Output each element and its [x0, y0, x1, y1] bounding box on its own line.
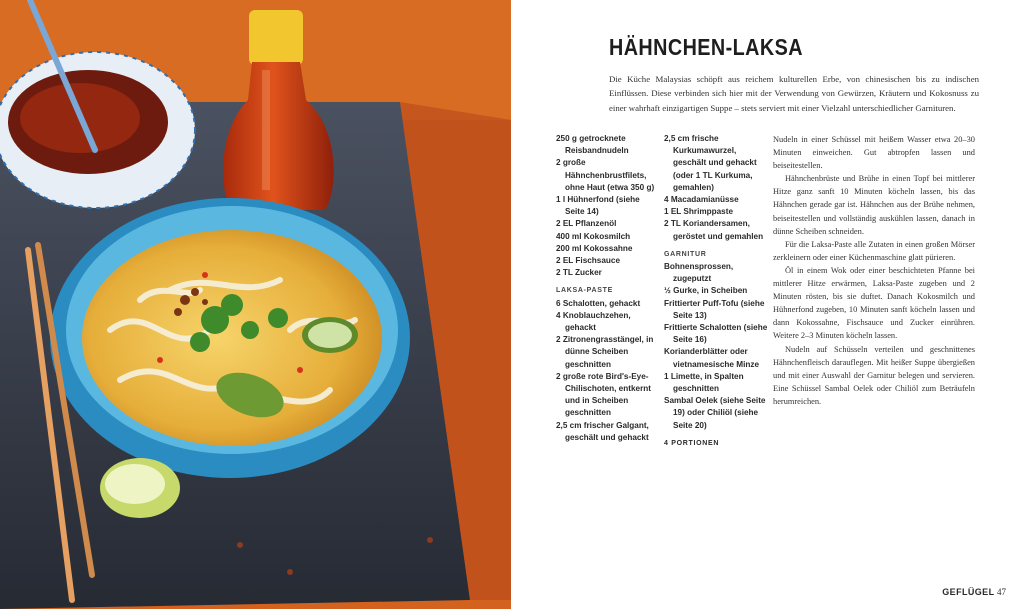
method-column — [773, 133, 975, 408]
ingredient: 4 Macadamianüsse — [664, 195, 739, 205]
page-number: 47 — [997, 587, 1006, 597]
ingredient: 2 TL Zucker — [556, 268, 602, 278]
ingredient: Frittierter Puff-Tofu (siehe Seite 13) — [664, 298, 765, 320]
section-name: GEFLÜGEL — [942, 587, 995, 597]
ingredient: 2,5 cm frische Kurkumawurzel, geschält und gehackt (oder 1 TL Kurkuma, gemahlen) — [664, 134, 757, 192]
ingredient: 2 Zitronengrasstängel, in dünne Scheiben geschnitten — [556, 335, 654, 369]
ingredient: Korianderblätter oder vietnamesische Minze — [664, 347, 760, 369]
ingredient: 2 EL Pflanzenöl — [556, 219, 617, 229]
ingredient: 1 EL Shrimppaste — [664, 207, 734, 217]
garnish-heading: GARNITUR — [664, 250, 707, 258]
ingredient: Sambal Oelek (siehe Seite 19) oder Chiliöl (siehe Seite 20) — [664, 396, 766, 430]
ingredient: 400 ml Kokosmilch — [556, 231, 631, 241]
ingredient: 6 Schalotten, gehackt — [556, 298, 641, 308]
paste-heading: LAKSA-PASTE — [556, 287, 613, 295]
ingredient: 2 große rote Bird's-Eye-Chilischoten, entkernt und in Scheiben geschnitten — [556, 371, 651, 418]
page-footer — [942, 587, 1006, 597]
ingredients-column-1 — [556, 133, 656, 444]
portions: 4 PORTIONEN — [664, 439, 720, 447]
method-step: Nudeln auf Schüsseln verteilen und geschnittenes Hähnchenfleisch darauflegen. Mit heißer Suppe übergießen und mit einer Auswahl der Garnitur belegen und servieren. Eine Schüssel Sambal Oelek oder Chiliöl zum Beträufeln herumreichen. — [773, 344, 975, 406]
ingredient: ½ Gurke, in Scheiben — [664, 286, 748, 296]
ingredient: 2,5 cm frischer Galgant, geschält und gehackt — [556, 420, 649, 442]
method-step: Nudeln in einer Schüssel mit heißem Wasser etwa 20–30 Minuten einweichen. Gut abtropfen lassen und beiseitestellen. — [773, 135, 975, 171]
ingredient: 2 TL Koriandersamen, geröstet und gemahlen — [664, 219, 764, 241]
ingredient: 2 EL Fischsauce — [556, 256, 621, 266]
recipe-intro: Die Küche Malaysias schöpft aus reichem kulturellen Erbe, von chinesischen bis zu indischen Einflüssen. Diese verbinden sich hier mit der Verwendung von Gewürzen, Kräutern und Kokosnuss zu einer wahrhaft einzigartigen Suppe – stets serviert mit einer Vielzahl unterschiedlicher Garnituren. — [609, 74, 979, 113]
method-step: Für die Laksa-Paste alle Zutaten in einen großen Mörser zerkleinern oder einer Küchenmaschine glatt pürieren. — [773, 239, 975, 262]
ingredient: 4 Knoblauchzehen, gehackt — [556, 310, 631, 333]
method-step: Hähnchenbrüste und Brühe in einen Topf bei mittlerer Hitze ganz sanft 10 Minuten köcheln lassen, bis das Hähnchen gerade gar ist. Hähnchen aus der Brühe nehmen, beiseitestellen und vollständig auskühlen lassen, danach in dünne Scheiben schneiden. — [773, 174, 975, 236]
bottle-cap — [249, 10, 303, 65]
recipe-page — [511, 0, 1020, 609]
ingredient: 250 g getrocknete Reisbandnudeln — [556, 134, 629, 156]
ingredient: 2 große Hähnchenbrustfilets, ohne Haut (etwa 350 g) — [556, 158, 655, 192]
ingredient: Bohnensprossen, zugeputzt — [664, 262, 734, 284]
recipe-title: HÄHNCHEN-LAKSA — [609, 34, 803, 60]
ingredient: 1 Limette, in Spalten geschnitten — [664, 371, 744, 394]
ingredient: 1 l Hühnerfond (siehe Seite 14) — [556, 195, 640, 217]
ingredient: Frittierte Schalotten (siehe Seite 16) — [664, 323, 768, 345]
ingredient: 200 ml Kokossahne — [556, 243, 633, 253]
method-step: Öl in einem Wok oder einer beschichteten Pfanne bei mittlerer Hitze erwärmen, Laksa-Paste zugeben und 2 Minuten rösten, bis sie duftet. Danach Kokosmilch und Hühnerfond zugeben, 10 Minuten sanft köcheln lassen und dann Kokossahne, Fischsauce und Zucker einrühren. Weitere 2–3 Minuten köcheln lassen. — [773, 265, 975, 341]
ingredients-column-2 — [664, 133, 769, 450]
